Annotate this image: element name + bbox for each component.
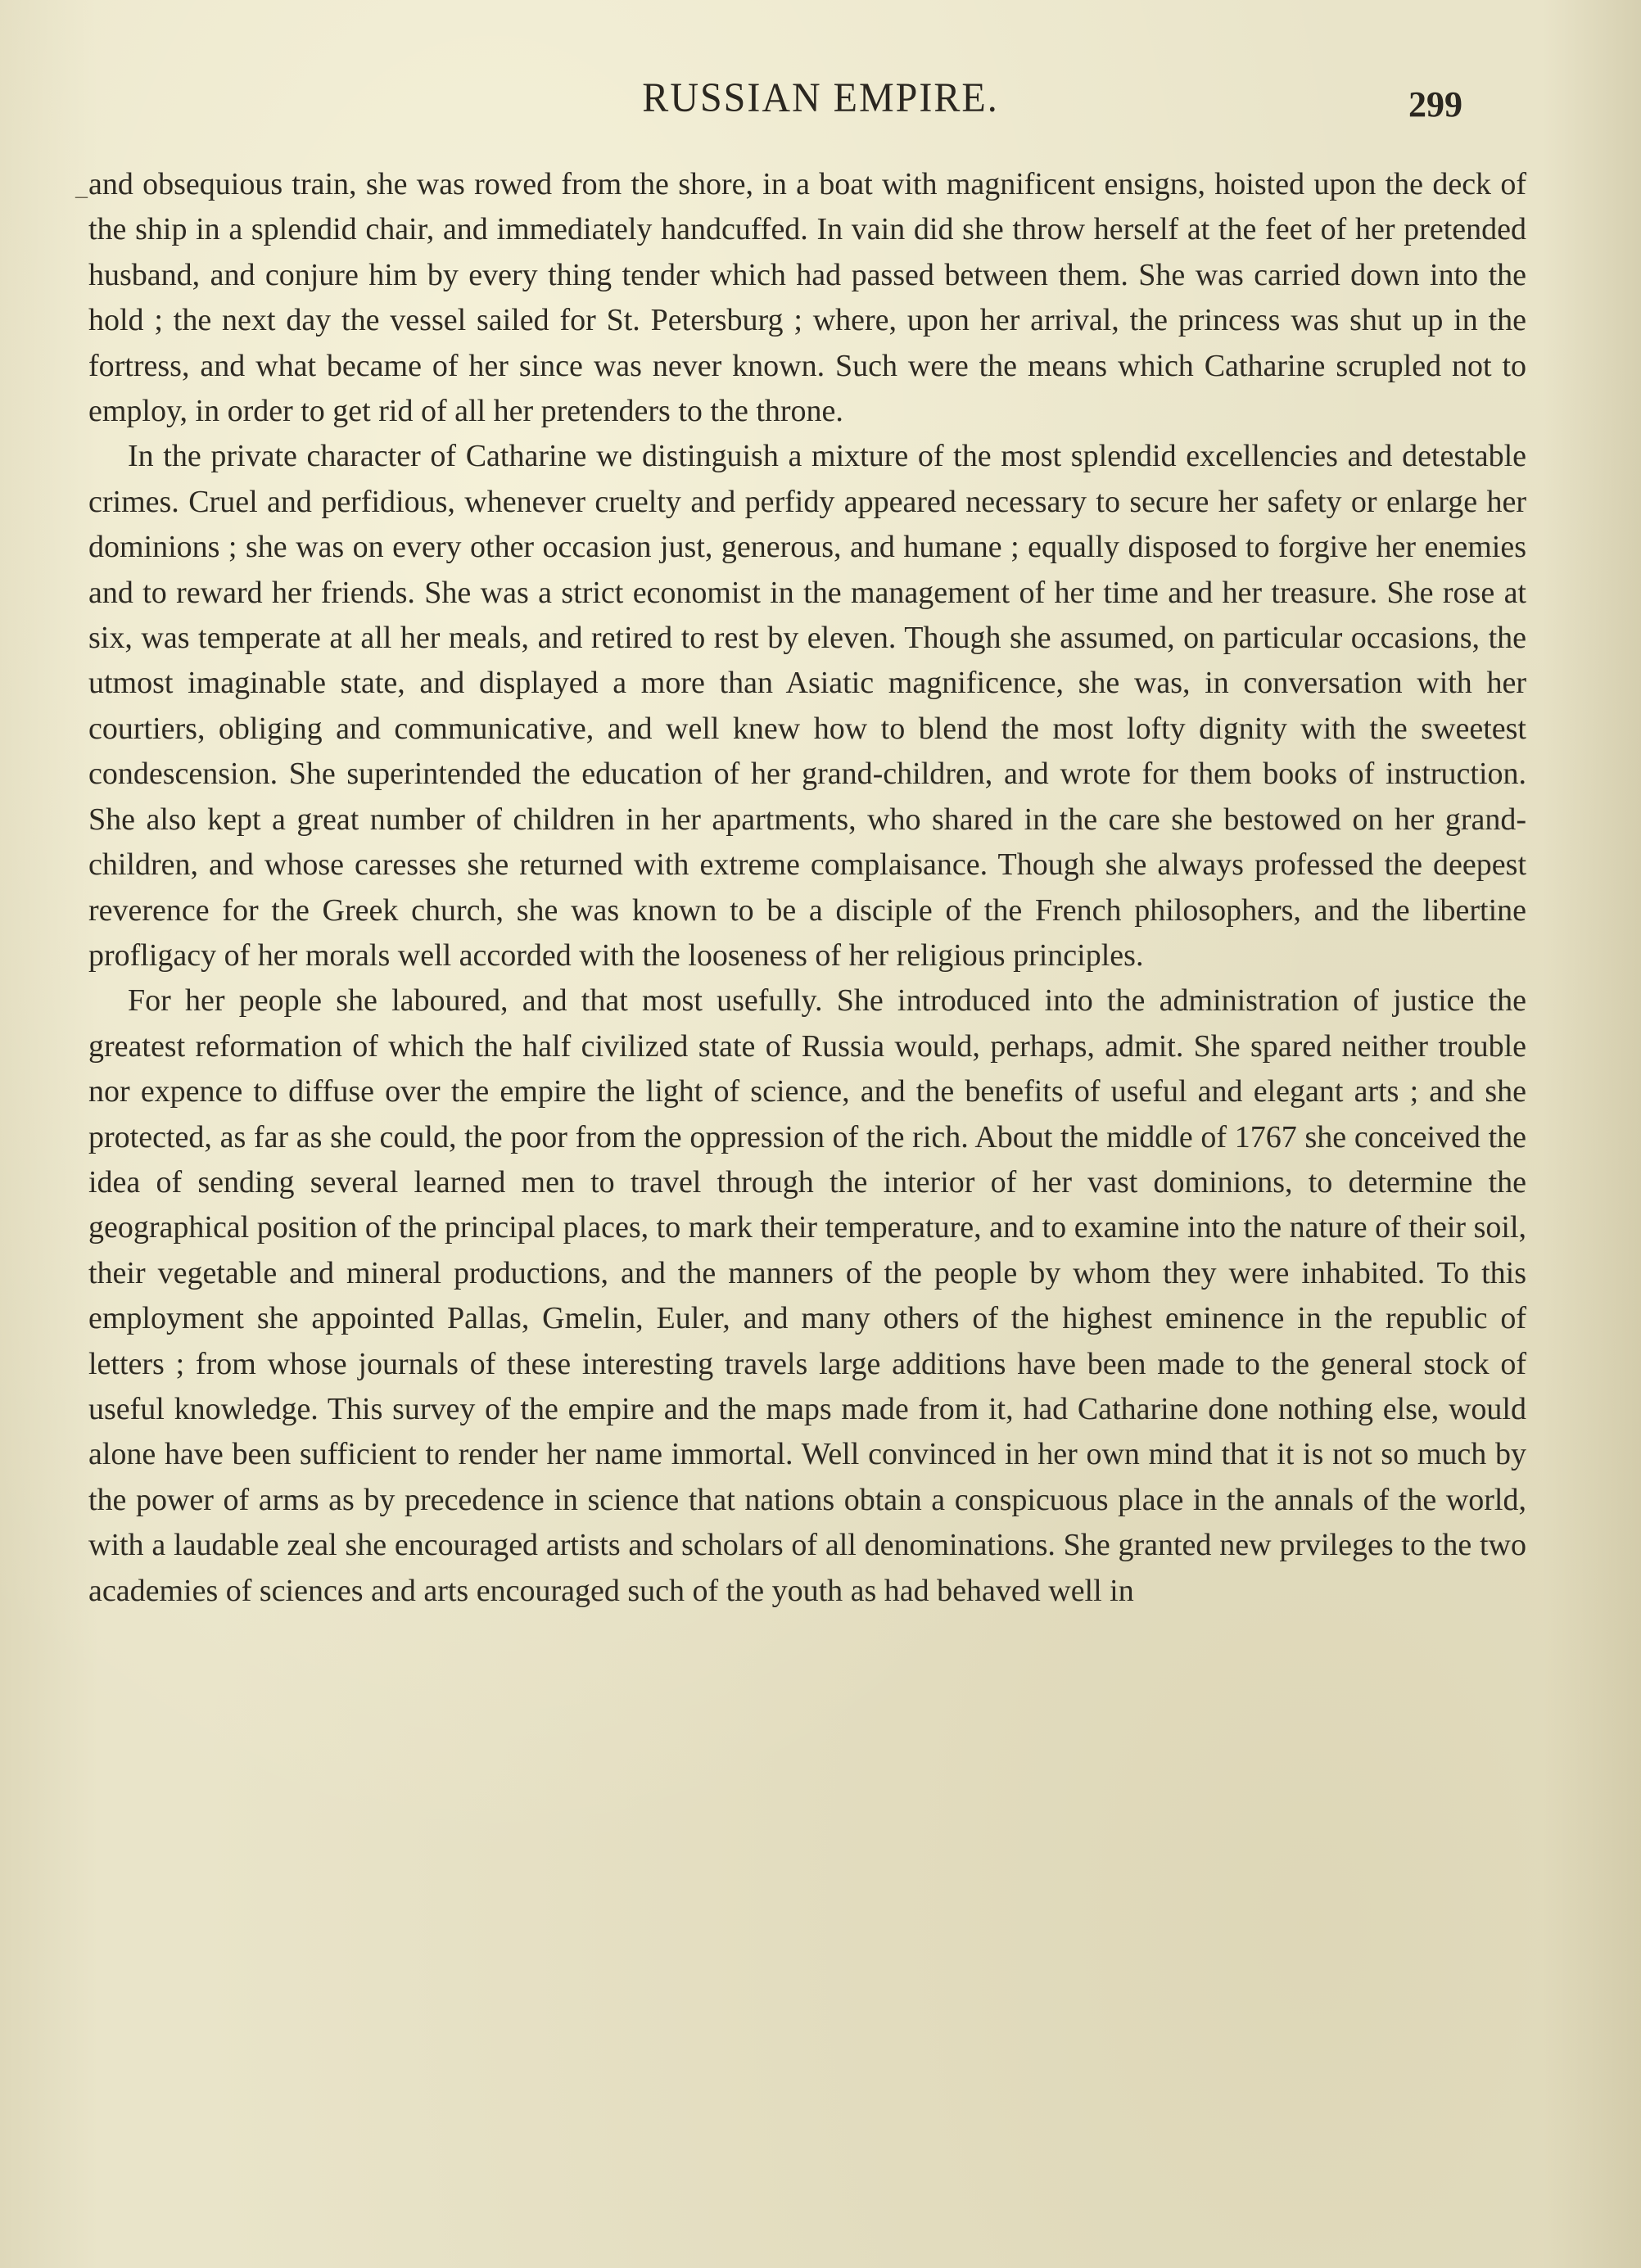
running-title: RUSSIAN EMPIRE. [642,75,999,121]
paragraph-her-people: For her people she laboured, and that most usefully. She introduced into the administration of justice the greatest reformation of which the half civilized state of Russia would, perhaps, admit. She spared neither trouble nor expence to diffuse over the empire the light of science, and the benefits of useful and elegant arts ; and she protected, as far as she could, the poor from the oppression of the rich. About the middle of 1767 she conceived the idea of sending several learned men to travel through the interior of her vast dominions, to determine the geographical position of the principal places, to mark their temperature, and to examine into the nature of their soil, their vegetable and mineral productions, and the manners of the people by whom they were inhabited. To this employment she appointed Pallas, Gmelin, Euler, and many others of the highest eminence in the republic of letters ; from whose journals of these interesting travels large additions have been made to the general stock of useful knowledge. This survey of the empire and the maps made from it, had Catharine done nothing else, would alone have been sufficient to render her name immortal. Well convinced in her own mind that it is not so much by the power of arms as by precedence in science that nations obtain a conspicuous place in the annals of the world, with a laudable zeal she encouraged artists and scholars of all denominations. She granted new prvileges to the two academies of sciences and arts encouraged such of the youth as had behaved well in [88,983,1526,1608]
page-header [0,75,1641,133]
body-text [88,162,1526,1614]
paragraph-continuation: and obsequious train, she was rowed from the shore, in a boat with magnificent ensigns, hoisted upon the deck of the ship in a splendid chair, and immediately handcuffed. In vain did she throw herself at the feet of her pretended husband, and conjure him by every thing tender which had passed between them. She was carried down into the hold ; the next day the vessel sailed for St. Petersburg ; where, upon her arrival, the princess was shut up in the fortress, and what became of her since was never known. Such were the means which Catharine scrupled not to employ, in order to get rid of all her pretenders to the throne. [88,167,1526,429]
page-number: 299 [1408,84,1462,124]
margin-mark: – [75,182,88,209]
paragraph-private-character: In the private character of Catharine we distinguish a mixture of the most splendid excellencies and detestable crimes. Cruel and perfidious, whenever cruelty and perfidy appeared necessary to secure her safety or enlarge her dominions ; she was on every other occasion just, generous, and humane ; equally disposed to forgive her enemies and to reward her friends. She was a strict economist in the management of her time and her treasure. She rose at six, was temperate at all her meals, and retired to rest by eleven. Though she assumed, on particular occasions, the utmost imaginable state, and displayed a more than Asiatic magnificence, she was, in conversation with her courtiers, obliging and communicative, and well knew how to blend the most lofty dignity with the sweetest condescension. She superintended the education of her grand-children, and wrote for them books of instruction. She also kept a great number of children in her apartments, who shared in the care she bestowed on her grand-children, and whose caresses she returned with extreme complaisance. Though she always professed the deepest reverence for the Greek church, she was known to be a disciple of the French philosophers, and the libertine profligacy of her morals well accorded with the looseness of her religious principles. [88,439,1526,973]
